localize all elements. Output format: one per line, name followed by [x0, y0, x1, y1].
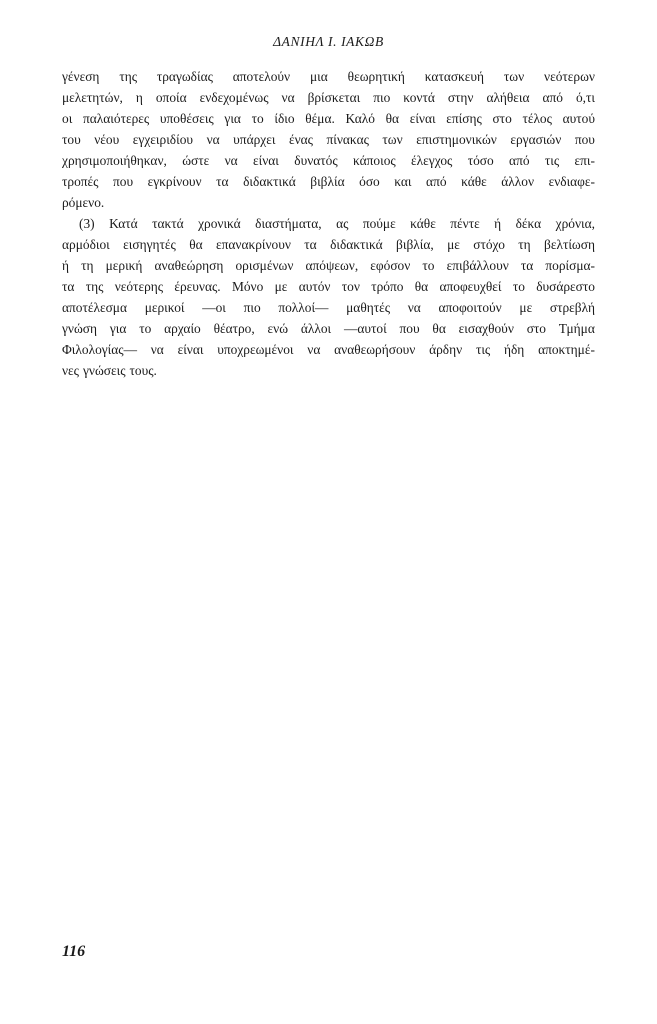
word: δυσάρεστο [536, 279, 595, 294]
word: εγκρίνουν [147, 174, 202, 189]
word: οποία [155, 90, 187, 105]
word: να [307, 342, 321, 357]
word: εισηγητές [123, 237, 176, 252]
text-line [62, 87, 595, 108]
word: πολλοί— [278, 300, 329, 315]
word: ορισμένων [235, 258, 294, 273]
word: άλλον [501, 174, 535, 189]
word: στο [492, 111, 512, 126]
word: πούμε [362, 216, 396, 231]
word: ενδιαφε- [548, 174, 595, 189]
word: είναι [177, 342, 204, 357]
text-line [62, 360, 595, 381]
word: αναθεωρήσουν [334, 342, 416, 357]
word: έρευνας. [174, 279, 221, 294]
word: αναθεώρηση [154, 258, 224, 273]
word: ένας [288, 132, 313, 147]
word: θέμα. [305, 111, 335, 126]
word: με [447, 237, 460, 252]
word: χρονικά [198, 216, 241, 231]
word: αποφευχθεί [439, 279, 502, 294]
word: πορίσμα- [545, 258, 595, 273]
word: χρόνια, [555, 216, 595, 231]
word: γένεση [62, 69, 100, 84]
word: των [382, 132, 403, 147]
text-line [62, 318, 595, 339]
word: αποκτημέ- [538, 342, 595, 357]
word: να [281, 90, 295, 105]
word: άλλοι [300, 321, 332, 336]
word: για [224, 111, 241, 126]
text-line [62, 108, 595, 129]
word: βιβλία, [396, 237, 434, 252]
word: κάθε [461, 174, 487, 189]
word: ενδεχομένως [199, 90, 269, 105]
word: από [542, 90, 563, 105]
word: θα [432, 321, 446, 336]
word: είναι [409, 111, 436, 126]
word: νεότερων [544, 69, 595, 84]
word: επίσης [446, 111, 482, 126]
word: κάποιος [353, 153, 396, 168]
word: με [274, 279, 288, 294]
word: υπάρχει [233, 132, 276, 147]
word: θα [189, 237, 203, 252]
word: παλαιότερες [82, 111, 150, 126]
word: αποφοιτούν [438, 300, 502, 315]
word: ας [336, 216, 349, 231]
text-line [62, 66, 595, 87]
word: μαθητές [346, 300, 391, 315]
word: βρίσκεται [307, 90, 361, 105]
word: βιβλία [310, 174, 345, 189]
word: επι- [574, 153, 595, 168]
word: τακτά [152, 216, 184, 231]
word: —οι [202, 300, 226, 315]
word: να [150, 342, 164, 357]
word: στην [447, 90, 474, 105]
word: ή [62, 258, 70, 273]
word: βελτίωση [544, 237, 595, 252]
word: τις [475, 342, 491, 357]
word: δέκα [515, 216, 542, 231]
text-line [62, 255, 595, 276]
word: τον [341, 279, 360, 294]
word: πίνακας [326, 132, 369, 147]
word: επιστημονικών [416, 132, 497, 147]
word: η [135, 90, 143, 105]
word: τη [81, 258, 94, 273]
word: τους. [129, 363, 157, 378]
word: έλεγχος [411, 153, 453, 168]
word: στρεβλή [549, 300, 595, 315]
word: ώστε [182, 153, 210, 168]
word: που [399, 321, 420, 336]
word: το [251, 111, 264, 126]
word: στο [526, 321, 546, 336]
word: υποχρεωμένοι [217, 342, 294, 357]
word: εφόσον [370, 258, 411, 273]
word: νεότερης [114, 279, 164, 294]
word: χρησιμοποιήθηκαν, [62, 153, 167, 168]
word: από [426, 174, 447, 189]
text-line [62, 234, 595, 255]
word: —αυτοί [343, 321, 387, 336]
word: αυτόν [298, 279, 331, 294]
text-line [62, 150, 595, 171]
word: δυνατός [294, 153, 338, 168]
word: αρμόδιοι [62, 237, 110, 252]
body-text [62, 66, 595, 381]
word: του [62, 132, 81, 147]
word: Καλό [345, 111, 375, 126]
word: μια [309, 69, 328, 84]
running-head: ΔΑΝΙΗΛ Ι. ΙΑΚΩΒ [273, 34, 384, 49]
word: το [422, 258, 435, 273]
word: ήδη [503, 342, 525, 357]
word: τέλος [522, 111, 552, 126]
text-line [62, 213, 595, 234]
word: πέντε [450, 216, 480, 231]
word: κοντά [403, 90, 435, 105]
word: διδακτικά [243, 174, 296, 189]
word: τις [544, 153, 560, 168]
word: από [509, 153, 530, 168]
word: οι [62, 111, 73, 126]
word: να [206, 132, 220, 147]
word: αποτελούν [232, 69, 291, 84]
word: εγχειριδίου [132, 132, 194, 147]
word: όσο [359, 174, 380, 189]
word: εισαχθούν [458, 321, 514, 336]
word: μερικοί [144, 300, 185, 315]
word: εργασιών [510, 132, 562, 147]
word: υποθέσεις [159, 111, 214, 126]
word: άρδην [429, 342, 463, 357]
word: το [512, 279, 525, 294]
word: θέατρο, [213, 321, 255, 336]
word: τόσο [467, 153, 494, 168]
word: απόψεων, [305, 258, 359, 273]
word: τα [62, 279, 75, 294]
text-line [62, 171, 595, 192]
word: που [112, 174, 134, 189]
word: τα [304, 237, 317, 252]
word: πιο [373, 90, 391, 105]
word: γνώσεις [82, 363, 126, 378]
word: επανακρίνουν [216, 237, 291, 252]
word: της [119, 69, 137, 84]
word: αρχαίο [164, 321, 201, 336]
text-line [62, 297, 595, 318]
word: θα [414, 279, 429, 294]
word: επιβάλλουν [446, 258, 509, 273]
word: Κατά [109, 216, 138, 231]
word: πιο [243, 300, 261, 315]
word: μελετητών, [62, 90, 123, 105]
word: τροπές [62, 174, 99, 189]
word: τη [518, 237, 531, 252]
word: Φιλολογίας— [62, 342, 137, 357]
word: γνώση [62, 321, 98, 336]
word: το [139, 321, 152, 336]
word: με [519, 300, 533, 315]
text-line [62, 129, 595, 150]
word: κατασκευή [424, 69, 485, 84]
text-line [62, 339, 595, 360]
word: νέου [94, 132, 120, 147]
word: για [109, 321, 127, 336]
word: διαστήματα, [255, 216, 322, 231]
text-line [62, 276, 595, 297]
word: τα [216, 174, 229, 189]
word: αλήθεια [486, 90, 530, 105]
word: να [224, 153, 238, 168]
word: κάθε [410, 216, 436, 231]
word: που [574, 132, 595, 147]
page-number: 116 [62, 943, 86, 960]
word: (3) [79, 216, 95, 231]
text-line [62, 192, 595, 213]
word: ρόμενο. [62, 195, 105, 210]
word: ενώ [267, 321, 289, 336]
word: των [503, 69, 525, 84]
word: αυτού [562, 111, 595, 126]
word: της [85, 279, 104, 294]
word: θα [385, 111, 400, 126]
word: Μόνο [231, 279, 264, 294]
word: τραγωδίας [156, 69, 213, 84]
word: και [394, 174, 412, 189]
word: θεωρητική [347, 69, 405, 84]
word: είναι [253, 153, 279, 168]
word: τα [520, 258, 534, 273]
word: τρόπο [371, 279, 404, 294]
word: να [407, 300, 421, 315]
word: διδακτικά [330, 237, 383, 252]
word: αποτέλεσμα [62, 300, 128, 315]
word: στόχο [473, 237, 505, 252]
word: ίδιο [274, 111, 295, 126]
word: ή [494, 216, 502, 231]
word: Τμήμα [558, 321, 595, 336]
word: μερική [105, 258, 143, 273]
word: νες [62, 363, 79, 378]
word: ό,τι [575, 90, 595, 105]
